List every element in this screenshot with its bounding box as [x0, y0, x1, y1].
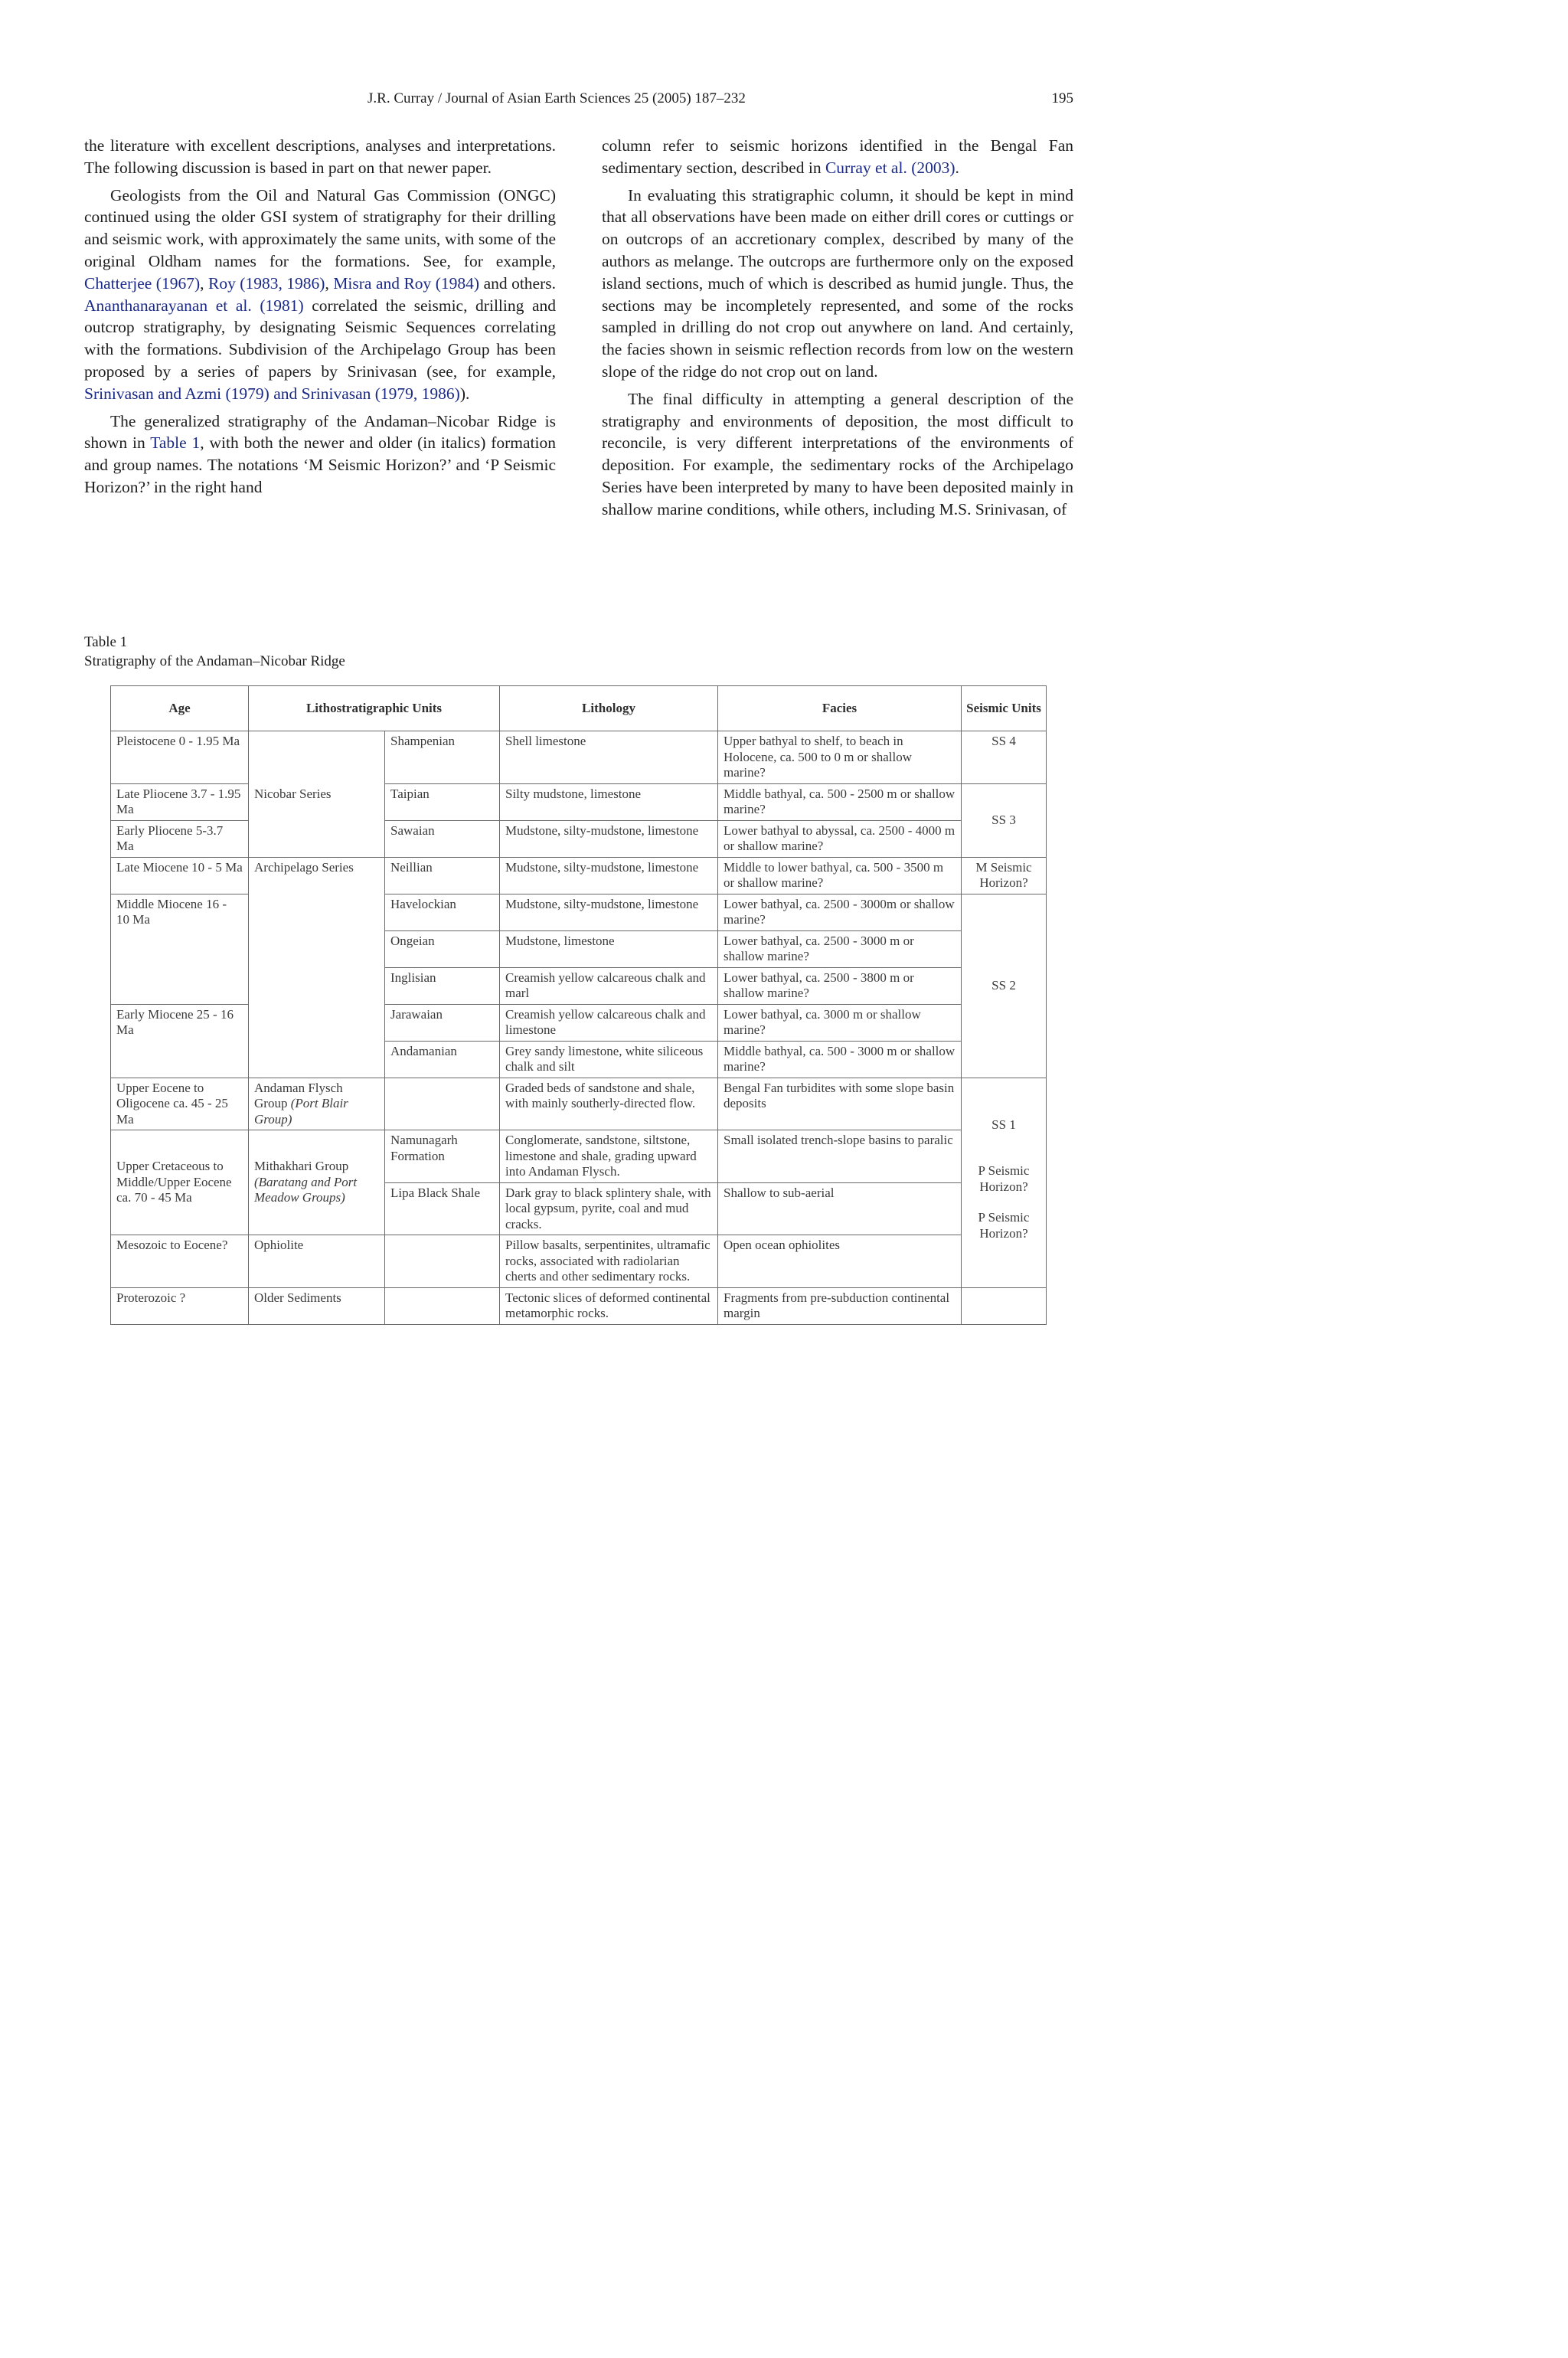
- facies-cell: Lower bathyal, ca. 2500 - 3800 m or shallow marine?: [718, 967, 962, 1004]
- formation-cell: Taipian: [385, 783, 500, 820]
- facies-cell: Lower bathyal, ca. 2500 - 3000m or shallow marine?: [718, 894, 962, 930]
- formation-cell: Havelockian: [385, 894, 500, 930]
- formation-cell: [385, 1287, 500, 1324]
- table-row: [111, 1130, 1047, 1183]
- seismic-horizon-p: P Seismic Horizon?: [978, 1163, 1030, 1194]
- table-caption: [84, 633, 345, 671]
- facies-cell: Small isolated trench-slope basins to paralic: [718, 1130, 962, 1183]
- facies-cell: Lower bathyal to abyssal, ca. 2500 - 4000 m or shallow marine?: [718, 820, 962, 857]
- facies-cell: Middle bathyal, ca. 500 - 2500 m or shallow marine?: [718, 783, 962, 820]
- paragraph: In evaluating this stratigraphic column, it should be kept in mind that all observations have been made on either drill cores or cuttings or on outcrops of an accretionary complex, described by many of the authors as melange. The outcrops are furthermore only on the exposed island sections, much of which is described as humid jungle. Thus, the sections may be incompletely represented, and some of the rocks sampled in drilling do not crop out anywhere on land. And certainly, the facies shown in seismic reflection records from low on the western slope of the ridge do not crop out on land.: [602, 185, 1073, 381]
- table-row: [111, 1078, 1047, 1130]
- formation-cell: Neillian: [385, 857, 500, 894]
- formation-cell: Inglisian: [385, 967, 500, 1004]
- seismic-cell: SS 2: [962, 894, 1047, 1078]
- table-row: [111, 1287, 1047, 1324]
- lithology-cell: Grey sandy limestone, white siliceous chalk and silt: [500, 1041, 718, 1078]
- seismic-cell: [962, 1078, 1047, 1287]
- facies-cell: Open ocean ophiolites: [718, 1235, 962, 1288]
- formation-cell: Ongeian: [385, 930, 500, 967]
- right-column: [602, 135, 1073, 521]
- lithology-cell: Mudstone, limestone: [500, 930, 718, 967]
- column-header: Facies: [718, 686, 962, 731]
- lithology-cell: Pillow basalts, serpentinites, ultramafic rocks, associated with radiolarian cherts and other sedimentary rocks.: [500, 1235, 718, 1288]
- table-header-row: [111, 686, 1047, 731]
- lithology-cell: Conglomerate, sandstone, siltstone, limestone and shale, grading upward into Andaman Flysch.: [500, 1130, 718, 1183]
- unit-cell: Archipelago Series: [249, 857, 385, 1078]
- page-number: 195: [1051, 90, 1073, 106]
- facies-cell: Middle bathyal, ca. 500 - 3000 m or shallow marine?: [718, 1041, 962, 1078]
- age-cell: Proterozoic ?: [111, 1287, 249, 1324]
- column-header: Age: [111, 686, 249, 731]
- lithology-cell: Silty mudstone, limestone: [500, 783, 718, 820]
- unit-cell: Ophiolite: [249, 1235, 385, 1288]
- stratigraphy-table: [110, 685, 1046, 1325]
- formation-cell: Jarawaian: [385, 1004, 500, 1041]
- formation-cell: Andamanian: [385, 1041, 500, 1078]
- lithology-cell: Dark gray to black splintery shale, with local gypsum, pyrite, coal and mud cracks.: [500, 1182, 718, 1235]
- formation-cell: [385, 1078, 500, 1130]
- table-row: [111, 857, 1047, 894]
- table-title: Stratigraphy of the Andaman–Nicobar Ridge: [84, 653, 345, 669]
- citation-link[interactable]: Roy (1983, 1986): [207, 273, 325, 293]
- seismic-cell: [962, 1287, 1047, 1324]
- citation-link[interactable]: Srinivasan and Azmi (1979) and Srinivasan (1979, 1986): [84, 384, 460, 403]
- journal-citation: J.R. Curray / Journal of Asian Earth Sciences 25 (2005) 187–232: [368, 90, 746, 106]
- citation-link[interactable]: Chatterjee (1967): [84, 273, 201, 293]
- citation-link[interactable]: Ananthanarayanan et al. (1981): [84, 296, 304, 315]
- lithology-cell: Tectonic slices of deformed continental metamorphic rocks.: [500, 1287, 718, 1324]
- lithology-cell: Shell limestone: [500, 731, 718, 784]
- paragraph: the literature with excellent descriptions, analyses and interpretations. The following discussion is based in part on that newer paper.: [84, 136, 556, 177]
- unit-cell: Nicobar Series: [249, 731, 385, 858]
- facies-cell: Upper bathyal to shelf, to beach in Holocene, ca. 500 to 0 m or shallow marine?: [718, 731, 962, 784]
- table-row: [111, 1235, 1047, 1288]
- lithology-cell: Mudstone, silty-mudstone, limestone: [500, 894, 718, 930]
- paragraph: Geologists from the Oil and Natural Gas Commission (ONGC) continued using the older GSI system of stratigraphy for their drilling and seismic work, with approximately the same units, with some of the original Oldham names for the formations. See, for example, Chatterjee (1967), Roy (1983, 1986), Misra and Roy (1984) and others. Ananthanarayanan et al. (1981) correlated the seismic, drilling and outcrop stratigraphy, by designating Seismic Sequences correlating with the formations. Subdivision of the Archipelago Group has been proposed by a series of papers by Srinivasan (see, for example, Srinivasan and Azmi (1979) and Srinivasan (1979, 1986)).: [84, 185, 556, 403]
- table-row: [111, 731, 1047, 784]
- age-cell: Early Pliocene 5-3.7 Ma: [111, 820, 249, 857]
- seismic-unit-ss1: SS 1: [991, 1117, 1016, 1132]
- unit-cell: Older Sediments: [249, 1287, 385, 1324]
- unit-cell: Mithakhari Group (Baratang and Port Meadow Groups): [249, 1130, 385, 1235]
- facies-cell: Middle to lower bathyal, ca. 500 - 3500 m or shallow marine?: [718, 857, 962, 894]
- unit-cell: Andaman Flysch Group (Port Blair Group): [249, 1078, 385, 1130]
- paragraph: column refer to seismic horizons identified in the Bengal Fan sedimentary section, described in Curray et al. (2003).: [602, 136, 1073, 177]
- age-cell: Upper Cretaceous to Middle/Upper Eocene ca. 70 - 45 Ma: [111, 1130, 249, 1235]
- facies-cell: Lower bathyal, ca. 3000 m or shallow marine?: [718, 1004, 962, 1041]
- table-label: Table 1: [84, 634, 128, 650]
- formation-cell: Sawaian: [385, 820, 500, 857]
- seismic-cell: M Seismic Horizon?: [962, 857, 1047, 894]
- formation-cell: Shampenian: [385, 731, 500, 784]
- formation-cell: Namunagarh Formation: [385, 1130, 500, 1183]
- running-header: [84, 90, 1073, 113]
- citation-link[interactable]: Misra and Roy (1984): [333, 273, 480, 293]
- seismic-cell: SS 3: [962, 783, 1047, 857]
- paragraph: The final difficulty in attempting a general description of the stratigraphy and environments of deposition, the most difficult to reconcile, is very different interpretations of the environments of deposition. For example, the sedimentary rocks of the Archipelago Series have been interpreted by many to have been deposited mainly in shallow marine conditions, while others, including M.S. Srinivasan, of: [602, 389, 1073, 518]
- left-column: [84, 135, 556, 499]
- facies-cell: Fragments from pre-subduction continental margin: [718, 1287, 962, 1324]
- age-cell: Pleistocene 0 - 1.95 Ma: [111, 731, 249, 784]
- seismic-cell: SS 4: [962, 731, 1047, 784]
- age-cell: Late Pliocene 3.7 - 1.95 Ma: [111, 783, 249, 820]
- lithology-cell: Creamish yellow calcareous chalk and limestone: [500, 1004, 718, 1041]
- facies-cell: Shallow to sub-aerial: [718, 1182, 962, 1235]
- facies-cell: Bengal Fan turbidites with some slope basin deposits: [718, 1078, 962, 1130]
- lithology-cell: Creamish yellow calcareous chalk and marl: [500, 967, 718, 1004]
- table-link[interactable]: Table 1: [150, 433, 201, 453]
- column-header: Seismic Units: [962, 686, 1047, 731]
- facies-cell: Lower bathyal, ca. 2500 - 3000 m or shallow marine?: [718, 930, 962, 967]
- age-cell: Mesozoic to Eocene?: [111, 1235, 249, 1288]
- column-header: Lithology: [500, 686, 718, 731]
- age-cell: Early Miocene 25 - 16 Ma: [111, 1004, 249, 1078]
- seismic-horizon-p: P Seismic Horizon?: [978, 1210, 1030, 1241]
- age-cell: Late Miocene 10 - 5 Ma: [111, 857, 249, 894]
- column-header: Lithostratigraphic Units: [249, 686, 500, 731]
- age-cell: Upper Eocene to Oligocene ca. 45 - 25 Ma: [111, 1078, 249, 1130]
- paragraph: The generalized stratigraphy of the Andaman–Nicobar Ridge is shown in Table 1, with both the newer and older (in italics) formation and group names. The notations ‘M Seismic Horizon?’ and ‘P Seismic Horizon?’ in the right hand: [84, 411, 556, 496]
- formation-cell: Lipa Black Shale: [385, 1182, 500, 1235]
- lithology-cell: Graded beds of sandstone and shale, with mainly southerly-directed flow.: [500, 1078, 718, 1130]
- lithology-cell: Mudstone, silty-mudstone, limestone: [500, 857, 718, 894]
- formation-cell: [385, 1235, 500, 1288]
- age-cell: Middle Miocene 16 - 10 Ma: [111, 894, 249, 1004]
- lithology-cell: Mudstone, silty-mudstone, limestone: [500, 820, 718, 857]
- citation-link[interactable]: Curray et al. (2003): [825, 158, 956, 177]
